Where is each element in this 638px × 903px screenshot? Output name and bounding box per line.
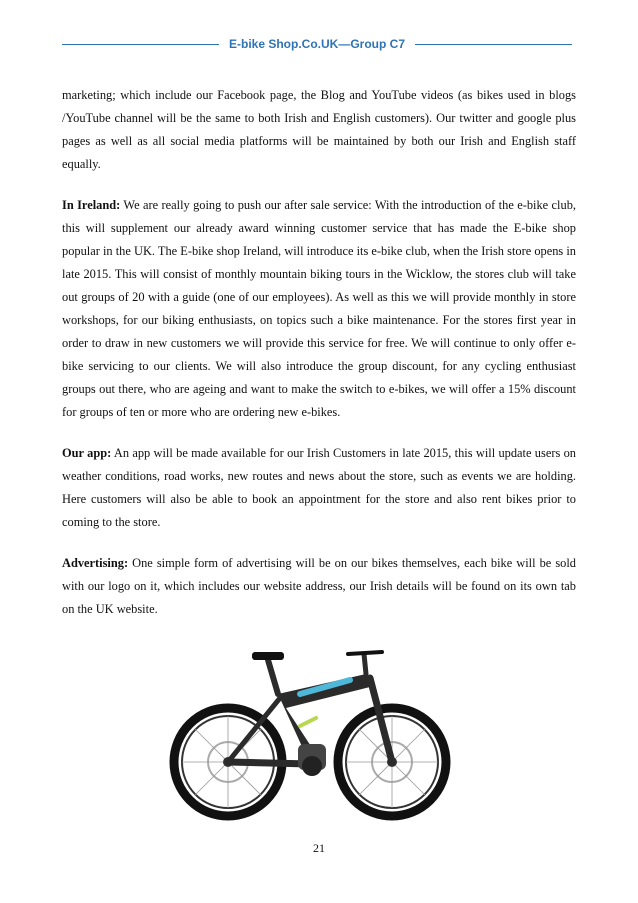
header-rule-left — [62, 44, 219, 45]
document-body — [62, 84, 576, 639]
paragraph-text: We are really going to push our after sale service: With the introduction of the e-bike club, this will supplement our already award winning customer service that has made the E-bike shop popular in the UK. The E-bike shop Ireland, will introduce its e-bike club, when the Irish store opens in late 2015. This will consist of monthly mountain biking tours in the Wicklow, the stores club will take out groups of 20 with a guide (one of our employees). As well as this we will provide monthly in store workshops, for our biking enthusiasts, on topics such a bike maintenance. For the stores first year in order to draw in new customers we will provide this service for free. We will continue to only offer e-bike servicing to our clients. We will also introduce the group discount, for any cycling enthusiast groups out there, who are ageing and want to make the switch to e-bikes, we will offer a 15% discount for groups of ten or more who are ordering new e-bikes. — [62, 198, 576, 419]
paragraph-marketing — [62, 84, 576, 176]
electric-mountain-bike-icon — [160, 634, 460, 834]
paragraph-text: An app will be made available for our Irish Customers in late 2015, this will update users on weather conditions, road works, new routes and news about the store, such as events we are holding. Here customers will also be able to book an appointment for the store and also rent bikes prior to coming to the store. — [62, 446, 576, 529]
paragraph-text: marketing; which include our Facebook page, the Blog and YouTube videos (as bikes used in blogs /YouTube channel will be the same to both Irish and English customers). Our twitter and google plus pages as well as all social media platforms will be maintained by both our Irish and English staff equally. — [62, 88, 576, 171]
header-title: E-bike Shop.Co.UK—Group C7 — [229, 37, 406, 51]
page-header — [62, 32, 572, 56]
paragraph-heading: Our app: — [62, 446, 112, 460]
page-number: 21 — [313, 841, 325, 855]
paragraph-heading: Advertising: — [62, 556, 129, 570]
paragraph-advertising — [62, 552, 576, 621]
paragraph-heading: In Ireland: — [62, 198, 121, 212]
bike-image — [160, 634, 460, 834]
paragraph-text: One simple form of advertising will be on our bikes themselves, each bike will be sold with our logo on it, which includes our website address, our Irish details will be found on its own tab on the UK website. — [62, 556, 576, 616]
header-rule-right — [415, 44, 572, 45]
paragraph-app — [62, 442, 576, 534]
paragraph-ireland — [62, 194, 576, 424]
